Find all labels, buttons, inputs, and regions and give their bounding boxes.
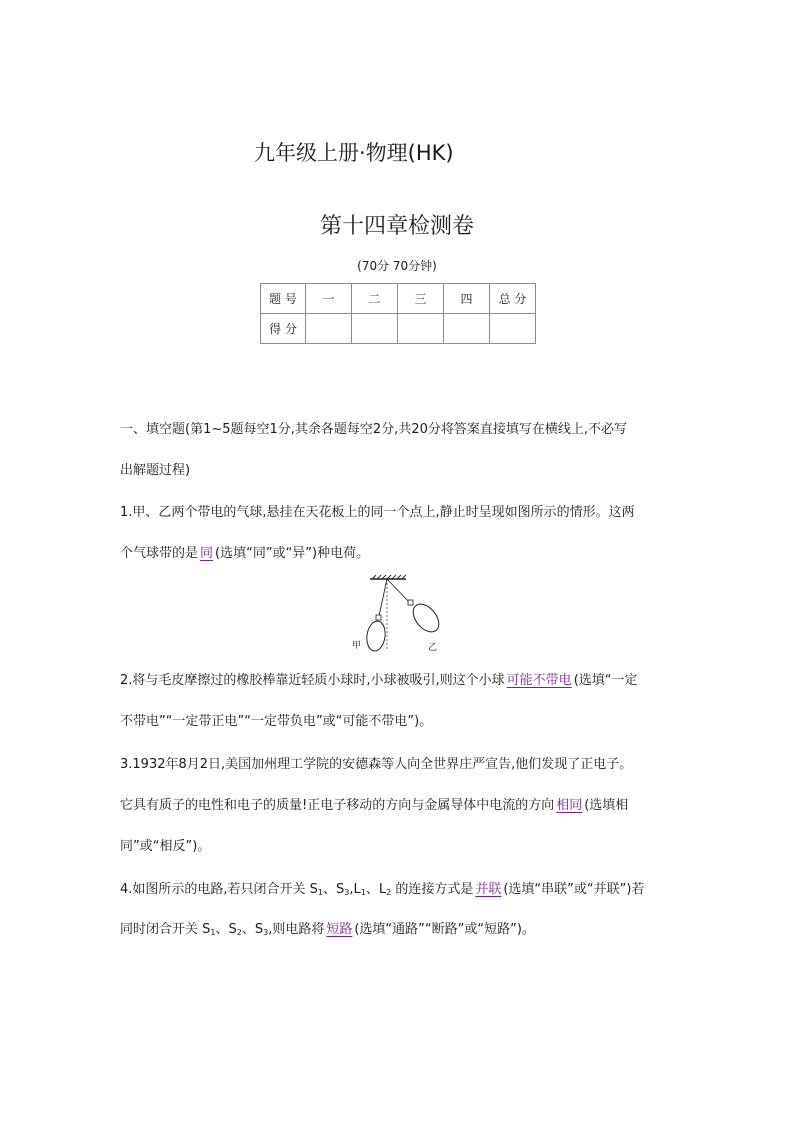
- q1-text-post: (选填“同”或“异”)种电荷。: [215, 546, 370, 561]
- label-yi: 乙: [428, 643, 438, 653]
- table-cell: 题 号: [261, 284, 306, 314]
- table-cell: 得 分: [261, 314, 306, 344]
- q4-text: ,L: [349, 882, 361, 897]
- q4-sub: 1: [210, 928, 216, 937]
- label-jia: 甲: [352, 641, 362, 651]
- q3-line1: 3.1932年8月2日,美国加州理工学院的安德森等人向全世界庄严宣告,他们发现了正电子。: [120, 757, 633, 772]
- section-heading-line2: 出解题过程): [120, 463, 191, 478]
- table-cell: [306, 314, 352, 344]
- score-table-header-row: [261, 284, 536, 314]
- right-balloon: [408, 599, 444, 636]
- q2-line2: 不带电”“一定带正电”“一定带负电”或“可能不带电”)。: [120, 714, 433, 729]
- right-string: [387, 579, 409, 602]
- q4-sub: 1: [317, 888, 324, 897]
- section-heading-line1: 一、填空题(第1~5题每空1分,其余各题每空2分,共20分将答案直接填写在横线上,不必写: [120, 422, 627, 437]
- q4-line2: [120, 920, 680, 943]
- table-cell: 总 分: [490, 284, 536, 314]
- q4-text: (选填“串联”或“并联”)若: [503, 882, 645, 897]
- table-cell: [398, 314, 444, 344]
- book-title: 九年级上册·物理(HK): [254, 141, 454, 165]
- q3-text-pre: 它具有质子的电性和电子的质量!正电子移动的方向与金属导体中电流的方向: [120, 798, 555, 813]
- q4-text: 、S: [215, 922, 237, 937]
- score-table: [260, 283, 536, 344]
- q1-text-pre: 个气球带的是: [120, 546, 199, 561]
- q3-answer: 相同: [556, 798, 583, 813]
- left-string: [379, 579, 387, 616]
- q4-text: 4.如图所示的电路,若只闭合开关 S: [120, 882, 318, 897]
- q2-text-post: (选填“一定: [573, 673, 638, 688]
- table-cell: [352, 314, 398, 344]
- q4-text: 、S: [323, 882, 345, 897]
- q4-sub: 3: [344, 888, 350, 897]
- table-cell: 一: [306, 284, 352, 314]
- q1-answer: 同: [200, 546, 214, 561]
- table-cell: 三: [398, 284, 444, 314]
- q4-answer-1: 并联: [475, 882, 502, 897]
- q4-answer-2: 短路: [326, 922, 353, 937]
- q3-line2: [120, 796, 680, 816]
- q4-text: ,则电路将: [268, 922, 325, 937]
- q2-line1: [120, 671, 680, 691]
- q4-sub: 3: [263, 928, 269, 937]
- q4-text: 同时闭合开关 S: [120, 922, 211, 937]
- q4-text: 的连接方式是: [391, 882, 474, 897]
- right-knot: [408, 600, 413, 605]
- q1-line1: 1.甲、乙两个带电的气球,悬挂在天花板上的同一个点上,静止时呈现如图所示的情形。这两: [120, 505, 635, 520]
- table-cell: [490, 314, 536, 344]
- chapter-title-text: 第十四章检测卷: [319, 214, 474, 239]
- q2-text-pre: 2.将与毛皮摩擦过的橡胶棒靠近轻质小球时,小球被吸引,则这个小球: [120, 673, 505, 688]
- q2-answer: 可能不带电: [506, 673, 572, 688]
- q4-text: 、S: [241, 922, 264, 937]
- q4-text: 、L: [365, 882, 387, 897]
- balloons-figure: [346, 574, 446, 656]
- score-table-score-row: [261, 314, 536, 344]
- q4-line1: [120, 880, 680, 903]
- q1-line2: [120, 544, 680, 564]
- q4-sub: 2: [386, 888, 392, 897]
- chapter-title: [0, 209, 794, 240]
- q4-sub: 1: [360, 888, 366, 897]
- left-knot: [376, 615, 381, 620]
- left-balloon: [365, 620, 387, 652]
- exam-duration: (70分 70分钟): [357, 259, 437, 273]
- table-cell: 二: [352, 284, 398, 314]
- q3-text-post: (选填相: [584, 798, 629, 813]
- q4-text: (选填“通路”“断路”或“短路”)。: [354, 922, 535, 937]
- q3-line3: 同”或“相反”)。: [120, 839, 211, 854]
- q4-sub: 2: [236, 928, 242, 937]
- table-cell: 四: [444, 284, 490, 314]
- table-cell: [444, 314, 490, 344]
